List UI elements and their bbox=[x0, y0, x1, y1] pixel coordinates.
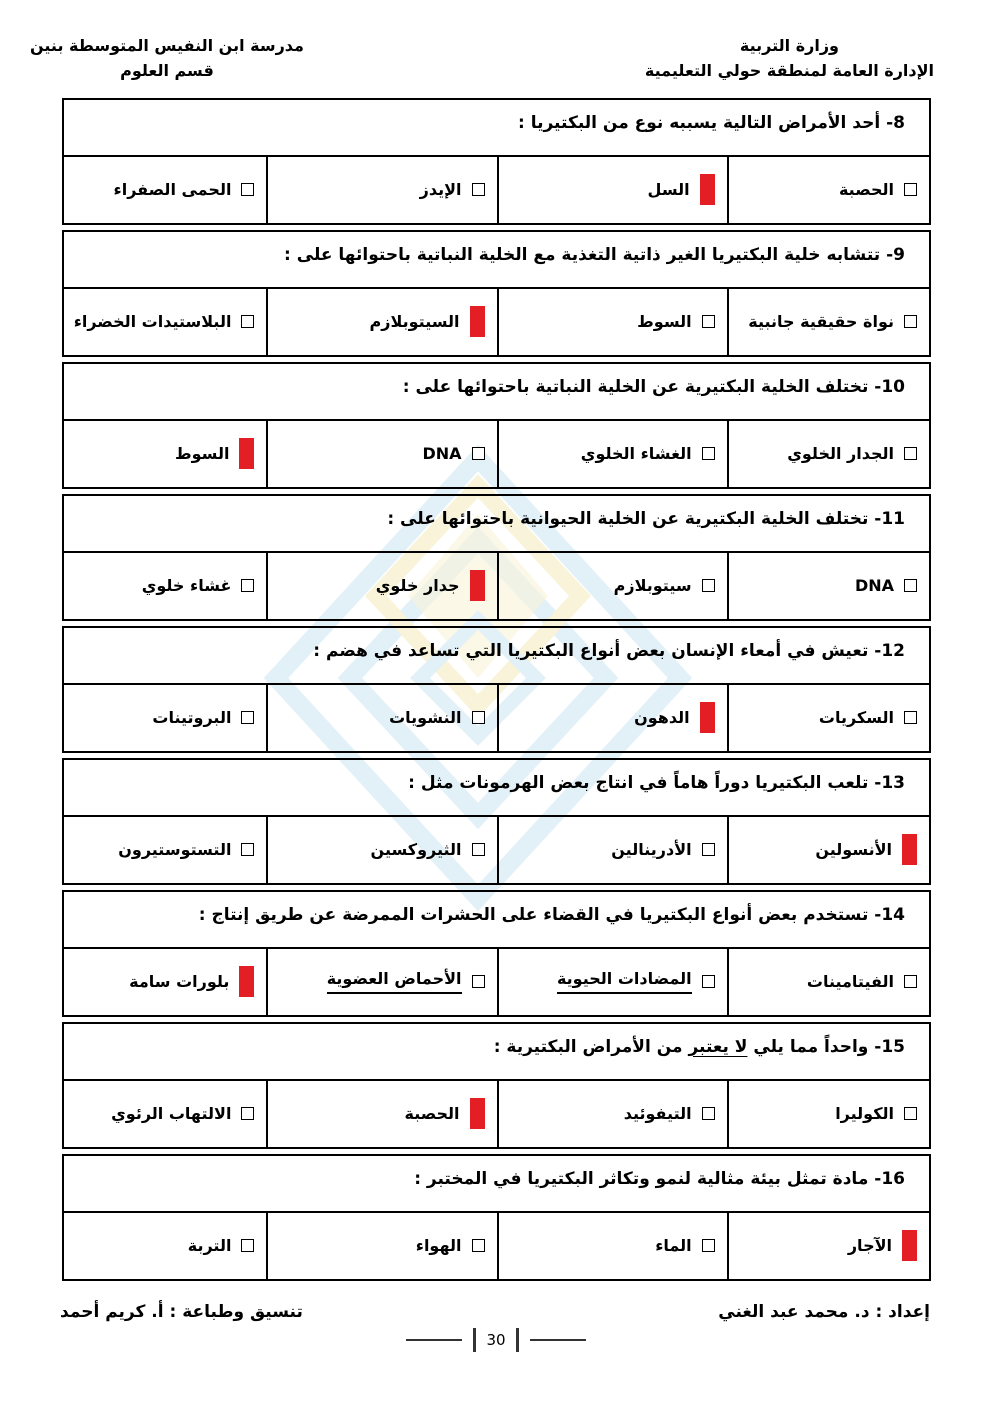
checkbox-icon[interactable] bbox=[702, 579, 715, 592]
answer-option[interactable] bbox=[727, 949, 929, 1015]
answer-option[interactable] bbox=[727, 1213, 929, 1279]
option-label: السيتوبلازم bbox=[369, 312, 460, 332]
option-label: DNA bbox=[854, 576, 894, 596]
answer-option[interactable] bbox=[64, 949, 266, 1015]
checkbox-icon[interactable] bbox=[904, 315, 917, 328]
question-text: 13- تلعب البكتيريا دوراً هاماً في انتاج بعض الهرمونات مثل : bbox=[64, 760, 929, 817]
answer-option[interactable] bbox=[497, 289, 727, 355]
ministry-header bbox=[645, 34, 934, 84]
option-label: الجدار الخلوي bbox=[787, 444, 894, 464]
checkbox-icon[interactable] bbox=[904, 1107, 917, 1120]
question-block-16 bbox=[62, 1154, 931, 1281]
prepared-by-text: إعداد : د. محمد عبد الغني bbox=[718, 1301, 930, 1322]
answer-option[interactable] bbox=[727, 289, 929, 355]
checkbox-icon[interactable] bbox=[241, 843, 254, 856]
checkbox-icon[interactable] bbox=[702, 1107, 715, 1120]
option-label: التربة bbox=[187, 1236, 232, 1256]
education-area-name: الإدارة العامة لمنطقة حولي التعليمية bbox=[644, 60, 934, 80]
correct-answer-mark[interactable] bbox=[470, 1098, 485, 1129]
checkbox-icon[interactable] bbox=[472, 843, 485, 856]
option-label: السوط bbox=[175, 444, 230, 464]
question-block-9 bbox=[62, 230, 931, 357]
checkbox-icon[interactable] bbox=[241, 579, 254, 592]
option-label: الثيروكسين bbox=[370, 840, 462, 860]
answer-option[interactable] bbox=[64, 421, 266, 487]
options-row bbox=[64, 1213, 929, 1279]
question-text: 15- واحداً مما يلي لا يعتبر من الأمراض البكتيرية : bbox=[64, 1024, 929, 1081]
department-name: قسم العلوم bbox=[120, 60, 214, 80]
answer-option[interactable] bbox=[727, 553, 929, 619]
options-row bbox=[64, 421, 929, 487]
option-label: الفيتامينات bbox=[806, 972, 894, 992]
answer-option[interactable] bbox=[64, 157, 266, 223]
option-label: التيفوئيد bbox=[623, 1104, 692, 1124]
checkbox-icon[interactable] bbox=[702, 1239, 715, 1252]
questions-table bbox=[62, 98, 931, 1281]
checkbox-icon[interactable] bbox=[702, 843, 715, 856]
answer-option[interactable] bbox=[727, 1081, 929, 1147]
page-number: 30 bbox=[486, 1330, 506, 1349]
question-block-12 bbox=[62, 626, 931, 753]
option-label: DNA bbox=[422, 444, 462, 464]
option-label: غشاء خلوي bbox=[141, 576, 232, 596]
page-number-line-right bbox=[530, 1339, 586, 1341]
options-row bbox=[64, 157, 929, 223]
answer-option[interactable] bbox=[727, 817, 929, 883]
checkbox-icon[interactable] bbox=[472, 183, 485, 196]
answer-option[interactable] bbox=[64, 817, 266, 883]
answer-option[interactable] bbox=[497, 817, 727, 883]
option-label: السكريات bbox=[818, 708, 894, 728]
option-label: الحمى الصفراء bbox=[113, 180, 232, 200]
answer-option[interactable] bbox=[266, 1213, 496, 1279]
option-label: سيتوبلازم bbox=[613, 576, 692, 596]
option-label: الإيدز bbox=[419, 180, 462, 200]
ministry-name: وزارة التربية bbox=[739, 36, 839, 55]
answer-option[interactable] bbox=[266, 685, 496, 751]
answer-option[interactable] bbox=[266, 289, 496, 355]
option-label: السوط bbox=[637, 312, 692, 332]
answer-option[interactable] bbox=[727, 157, 929, 223]
question-block-13 bbox=[62, 758, 931, 885]
correct-answer-mark[interactable] bbox=[902, 834, 917, 865]
checkbox-icon[interactable] bbox=[904, 711, 917, 724]
option-label: الأنسولين bbox=[815, 840, 892, 860]
option-label: بلورات سامة bbox=[129, 972, 230, 992]
question-text: 10- تختلف الخلية البكتيرية عن الخلية النباتية باحتوائها على : bbox=[64, 364, 929, 421]
option-label: الماء bbox=[655, 1236, 692, 1256]
option-label: الأحماض العضوية bbox=[327, 969, 462, 994]
question-text: 16- مادة تمثل بيئة مثالية لنمو وتكاثر البكتيريا في المختبر : bbox=[64, 1156, 929, 1213]
question-block-8 bbox=[62, 98, 931, 225]
checkbox-icon[interactable] bbox=[702, 975, 715, 988]
correct-answer-mark[interactable] bbox=[902, 1230, 917, 1261]
answer-option[interactable] bbox=[266, 157, 496, 223]
question-text: 12- تعيش في أمعاء الإنسان بعض أنواع البكتيريا التي تساعد في هضم : bbox=[64, 628, 929, 685]
checkbox-icon[interactable] bbox=[241, 1107, 254, 1120]
page-number-line-left bbox=[406, 1339, 462, 1341]
answer-option[interactable] bbox=[497, 949, 727, 1015]
checkbox-icon[interactable] bbox=[702, 447, 715, 460]
answer-option[interactable] bbox=[497, 421, 727, 487]
school-name: مدرسة ابن النفيس المتوسطة بنين bbox=[30, 36, 304, 55]
correct-answer-mark[interactable] bbox=[700, 702, 715, 733]
answer-option[interactable] bbox=[497, 1213, 727, 1279]
answer-option[interactable] bbox=[497, 157, 727, 223]
answer-option[interactable] bbox=[266, 421, 496, 487]
question-text: 14- تستخدم بعض أنواع البكتيريا في القضاء على الحشرات الممرضة عن طريق إنتاج : bbox=[64, 892, 929, 949]
answer-option[interactable] bbox=[497, 1081, 727, 1147]
answer-option[interactable] bbox=[64, 685, 266, 751]
option-label: الحصبة bbox=[838, 180, 894, 200]
checkbox-icon[interactable] bbox=[904, 975, 917, 988]
page-header bbox=[0, 0, 992, 94]
correct-answer-mark[interactable] bbox=[239, 966, 254, 997]
option-label: الغشاء الخلوي bbox=[580, 444, 692, 464]
option-label: التستوستيرون bbox=[118, 840, 232, 860]
answer-option[interactable] bbox=[266, 1081, 496, 1147]
option-label: جدار خلوي bbox=[375, 576, 460, 596]
answer-option[interactable] bbox=[64, 289, 266, 355]
checkbox-icon[interactable] bbox=[241, 711, 254, 724]
options-row bbox=[64, 817, 929, 883]
checkbox-icon[interactable] bbox=[472, 1239, 485, 1252]
question-text: 9- تتشابه خلية البكتيريا الغير ذاتية التغذية مع الخلية النباتية باحتوائها على : bbox=[64, 232, 929, 289]
option-label: البلاستيدات الخضراء bbox=[73, 312, 232, 332]
options-row bbox=[64, 1081, 929, 1147]
option-label: الالتهاب الرئوي bbox=[111, 1104, 232, 1124]
checkbox-icon[interactable] bbox=[472, 447, 485, 460]
checkbox-icon[interactable] bbox=[904, 447, 917, 460]
question-block-11 bbox=[62, 494, 931, 621]
question-text: 11- تختلف الخلية البكتيرية عن الخلية الحيوانية باحتوائها على : bbox=[64, 496, 929, 553]
question-text: 8- أحد الأمراض التالية يسببه نوع من البكتيريا : bbox=[64, 100, 929, 157]
option-label: السل bbox=[647, 180, 690, 200]
answer-option[interactable] bbox=[266, 949, 496, 1015]
option-label: الأدرينالين bbox=[611, 840, 692, 860]
answer-option[interactable] bbox=[497, 553, 727, 619]
correct-answer-mark[interactable] bbox=[239, 438, 254, 469]
correct-answer-mark[interactable] bbox=[470, 570, 485, 601]
option-label: الحصبة bbox=[404, 1104, 460, 1124]
options-row bbox=[64, 553, 929, 619]
answer-option[interactable] bbox=[64, 1081, 266, 1147]
options-row bbox=[64, 949, 929, 1015]
page-number-row bbox=[0, 1328, 992, 1352]
question-block-15 bbox=[62, 1022, 931, 1149]
checkbox-icon[interactable] bbox=[241, 315, 254, 328]
checkbox-icon[interactable] bbox=[472, 711, 485, 724]
school-header bbox=[30, 34, 304, 84]
option-label: المضادات الحيوية bbox=[557, 969, 692, 994]
option-label: نواة حقيقية جانبية bbox=[748, 312, 894, 332]
page-number-bracket-right bbox=[516, 1328, 524, 1352]
correct-answer-mark[interactable] bbox=[700, 174, 715, 205]
options-row bbox=[64, 685, 929, 751]
options-row bbox=[64, 289, 929, 355]
answer-option[interactable] bbox=[266, 817, 496, 883]
answer-option[interactable] bbox=[727, 421, 929, 487]
answer-option[interactable] bbox=[497, 685, 727, 751]
checkbox-icon[interactable] bbox=[472, 975, 485, 988]
answer-option[interactable] bbox=[727, 685, 929, 751]
answer-option[interactable] bbox=[64, 1213, 266, 1279]
option-label: الكوليرا bbox=[835, 1104, 894, 1124]
checkbox-icon[interactable] bbox=[904, 183, 917, 196]
page-footer bbox=[0, 1286, 992, 1322]
option-label: الدهون bbox=[634, 708, 690, 728]
checkbox-icon[interactable] bbox=[241, 1239, 254, 1252]
answer-option[interactable] bbox=[64, 553, 266, 619]
answer-option[interactable] bbox=[266, 553, 496, 619]
page-number-bracket-left bbox=[468, 1328, 476, 1352]
checkbox-icon[interactable] bbox=[904, 579, 917, 592]
checkbox-icon[interactable] bbox=[241, 183, 254, 196]
option-label: النشويات bbox=[389, 708, 462, 728]
question-block-10 bbox=[62, 362, 931, 489]
option-label: البروتينات bbox=[152, 708, 232, 728]
option-label: الهواء bbox=[415, 1236, 462, 1256]
option-label: الآجار bbox=[847, 1236, 892, 1256]
correct-answer-mark[interactable] bbox=[470, 306, 485, 337]
question-block-14 bbox=[62, 890, 931, 1017]
checkbox-icon[interactable] bbox=[702, 315, 715, 328]
formatted-by-text: تنسيق وطباعة : أ. كريم أحمد bbox=[60, 1301, 303, 1322]
